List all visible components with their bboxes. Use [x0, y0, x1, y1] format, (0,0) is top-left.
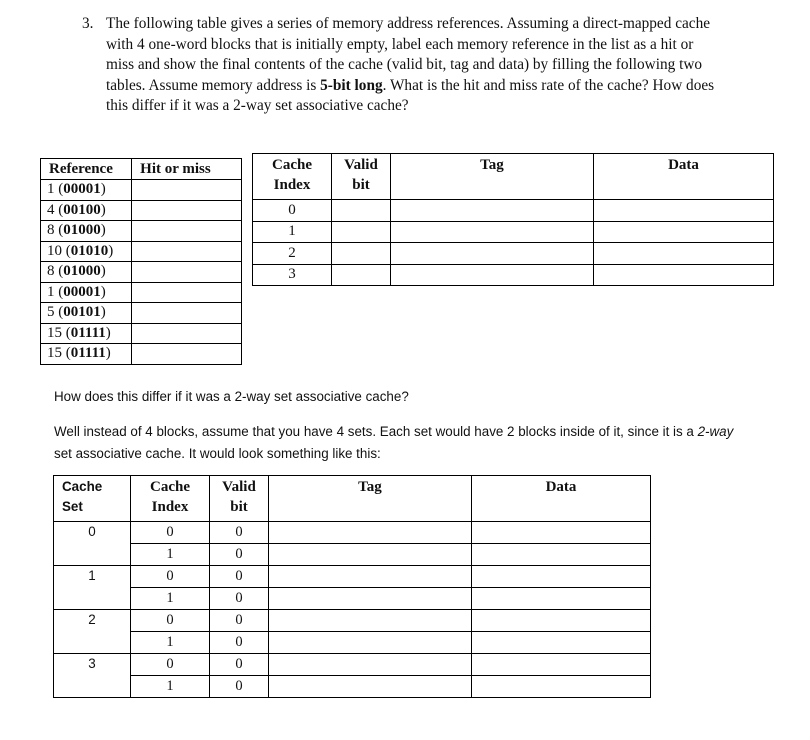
data-cell[interactable] — [594, 264, 774, 286]
valid-bit-cell[interactable] — [332, 200, 391, 222]
set-associative-row — [54, 544, 651, 566]
cache-index-cell: 2 — [253, 243, 332, 265]
reference-decimal: 15 — [47, 324, 62, 341]
followup-question: How does this differ if it was a 2-way set associative cache? — [54, 389, 409, 404]
cache-index-cell: 3 — [253, 264, 332, 286]
sa-tag-cell[interactable] — [269, 588, 472, 610]
sa-tag-cell[interactable] — [269, 654, 472, 676]
reference-table-header — [41, 159, 242, 180]
sa-cache-index-header — [131, 476, 210, 522]
reference-cell: 5 (00101) — [41, 303, 132, 324]
reference-table — [40, 158, 242, 365]
hit-or-miss-header: Hit or miss — [132, 159, 242, 180]
cache-index-header-line2: Index — [273, 177, 311, 193]
valid-bit-header-line1: Valid — [344, 157, 378, 173]
reference-cell: 4 (00100) — [41, 200, 132, 221]
reference-binary: 00001 — [63, 283, 101, 300]
sa-data-cell[interactable] — [472, 676, 651, 698]
question-text-bold: 5-bit long — [320, 76, 383, 94]
set-associative-row — [54, 610, 651, 632]
answer-part1: Well instead of 4 blocks, assume that you have 4 sets. Each set would have 2 blocks inside of it, since it is a — [54, 424, 698, 439]
cache-set-cell: 2 — [54, 610, 131, 654]
cache-index-cell: 1 — [253, 221, 332, 243]
sa-tag-header: Tag — [269, 476, 472, 522]
answer-italic: 2-way — [697, 424, 734, 439]
reference-binary: 01111 — [70, 324, 106, 341]
reference-decimal: 4 — [47, 201, 55, 218]
sa-cache-index-cell: 1 — [131, 632, 210, 654]
sa-data-cell[interactable] — [472, 654, 651, 676]
question-block — [82, 14, 722, 117]
sa-tag-cell[interactable] — [269, 544, 472, 566]
direct-mapped-row — [253, 221, 774, 243]
tag-cell[interactable] — [391, 221, 594, 243]
reference-binary: 00001 — [63, 181, 101, 198]
reference-row — [41, 282, 242, 303]
question-text-part2: . What is the hit and miss rate of the cache? How does this differ if it was a 2-way set associative cache? — [106, 76, 715, 114]
reference-decimal: 8 — [47, 263, 55, 280]
hit-or-miss-cell[interactable] — [132, 323, 242, 344]
tag-cell[interactable] — [391, 264, 594, 286]
sa-cache-index-cell: 1 — [131, 588, 210, 610]
hit-or-miss-cell[interactable] — [132, 303, 242, 324]
reference-decimal: 5 — [47, 304, 55, 321]
reference-decimal: 1 — [47, 181, 55, 198]
direct-mapped-row — [253, 264, 774, 286]
data-cell[interactable] — [594, 221, 774, 243]
sa-tag-cell[interactable] — [269, 610, 472, 632]
hit-or-miss-cell[interactable] — [132, 262, 242, 283]
reference-row — [41, 221, 242, 242]
set-associative-row — [54, 632, 651, 654]
cache-index-cell: 0 — [253, 200, 332, 222]
reference-row — [41, 303, 242, 324]
sa-valid-bit-header — [210, 476, 269, 522]
sa-tag-cell[interactable] — [269, 632, 472, 654]
sa-cache-index-header-line1: Cache — [150, 479, 190, 495]
reference-decimal: 1 — [47, 283, 55, 300]
reference-decimal: 8 — [47, 222, 55, 239]
question-number: 3. — [82, 15, 94, 32]
reference-header: Reference — [41, 159, 132, 180]
reference-cell: 15 (01111) — [41, 344, 132, 365]
valid-bit-cell[interactable] — [332, 243, 391, 265]
set-associative-row — [54, 588, 651, 610]
sa-data-cell[interactable] — [472, 610, 651, 632]
reference-cell: 1 (00001) — [41, 282, 132, 303]
reference-row — [41, 200, 242, 221]
reference-row — [41, 241, 242, 262]
reference-cell: 15 (01111) — [41, 323, 132, 344]
sa-data-header: Data — [472, 476, 651, 522]
valid-bit-header — [332, 154, 391, 200]
direct-mapped-row — [253, 243, 774, 265]
sa-cache-index-cell: 0 — [131, 566, 210, 588]
sa-valid-bit-cell[interactable]: 0 — [210, 632, 269, 654]
sa-cache-index-cell: 0 — [131, 654, 210, 676]
reference-binary: 00101 — [63, 304, 101, 321]
cache-index-header-line1: Cache — [272, 157, 312, 173]
cache-set-cell: 3 — [54, 654, 131, 698]
cache-set-cell: 1 — [54, 566, 131, 610]
hit-or-miss-cell[interactable] — [132, 221, 242, 242]
sa-tag-cell[interactable] — [269, 676, 472, 698]
cache-set-header-line1: Cache — [62, 479, 103, 494]
sa-cache-index-cell: 0 — [131, 610, 210, 632]
set-associative-header-row — [54, 476, 651, 522]
reference-row — [41, 262, 242, 283]
sa-valid-bit-cell[interactable]: 0 — [210, 654, 269, 676]
reference-row — [41, 323, 242, 344]
sa-valid-bit-cell[interactable]: 0 — [210, 544, 269, 566]
sa-tag-cell[interactable] — [269, 566, 472, 588]
cache-index-header — [253, 154, 332, 200]
sa-valid-bit-header-line2: bit — [230, 499, 248, 515]
reference-row — [41, 180, 242, 201]
answer-text — [54, 421, 754, 464]
hit-or-miss-cell[interactable] — [132, 241, 242, 262]
question-text — [106, 14, 722, 117]
sa-cache-index-cell: 1 — [131, 676, 210, 698]
tag-cell[interactable] — [391, 200, 594, 222]
sa-data-cell[interactable] — [472, 588, 651, 610]
reference-binary: 00100 — [63, 201, 101, 218]
direct-mapped-cache-table — [252, 153, 774, 286]
direct-mapped-row — [253, 200, 774, 222]
set-associative-row — [54, 676, 651, 698]
sa-data-cell[interactable] — [472, 566, 651, 588]
reference-cell: 1 (00001) — [41, 180, 132, 201]
sa-valid-bit-cell[interactable]: 0 — [210, 566, 269, 588]
valid-bit-cell[interactable] — [332, 221, 391, 243]
data-cell[interactable] — [594, 243, 774, 265]
sa-cache-index-header-line2: Index — [151, 499, 189, 515]
sa-tag-cell[interactable] — [269, 522, 472, 544]
data-header: Data — [594, 154, 774, 200]
cache-set-header — [54, 476, 131, 522]
reference-binary: 01000 — [63, 222, 101, 239]
sa-cache-index-cell: 0 — [131, 522, 210, 544]
data-cell[interactable] — [594, 200, 774, 222]
cache-set-header-line2: Set — [62, 499, 83, 514]
set-associative-row — [54, 654, 651, 676]
reference-cell: 8 (01000) — [41, 221, 132, 242]
tag-cell[interactable] — [391, 243, 594, 265]
direct-mapped-header-row — [253, 154, 774, 200]
set-associative-row — [54, 522, 651, 544]
reference-cell: 10 (01010) — [41, 241, 132, 262]
sa-valid-bit-cell[interactable]: 0 — [210, 522, 269, 544]
set-associative-row — [54, 566, 651, 588]
valid-bit-header-line2: bit — [352, 177, 370, 193]
hit-or-miss-cell[interactable] — [132, 282, 242, 303]
sa-cache-index-cell: 1 — [131, 544, 210, 566]
sa-valid-bit-cell[interactable]: 0 — [210, 610, 269, 632]
reference-decimal: 10 — [47, 242, 62, 259]
hit-or-miss-cell[interactable] — [132, 344, 242, 365]
valid-bit-cell[interactable] — [332, 264, 391, 286]
cache-set-cell: 0 — [54, 522, 131, 566]
reference-binary: 01111 — [70, 345, 106, 362]
reference-binary: 01000 — [63, 263, 101, 280]
reference-cell: 8 (01000) — [41, 262, 132, 283]
set-associative-cache-table — [53, 475, 651, 698]
sa-data-cell[interactable] — [472, 544, 651, 566]
reference-binary: 01010 — [70, 242, 109, 259]
reference-row — [41, 344, 242, 365]
tag-header: Tag — [391, 154, 594, 200]
sa-valid-bit-cell[interactable]: 0 — [210, 676, 269, 698]
question-text-part1: The following table gives a series of memory address references. Assuming a direct-mapped cache with 4 one-word blocks that is initially empty, label each memory reference in the list as a hit or miss and show the final contents of the cache (valid bit, tag and data) by filling the following two tables. Assume memory address is — [106, 15, 711, 94]
sa-data-cell[interactable] — [472, 632, 651, 654]
sa-data-cell[interactable] — [472, 522, 651, 544]
hit-or-miss-cell[interactable] — [132, 180, 242, 201]
answer-part2: set associative cache. It would look something like this: — [54, 445, 381, 461]
sa-valid-bit-cell[interactable]: 0 — [210, 588, 269, 610]
sa-valid-bit-header-line1: Valid — [222, 479, 256, 495]
hit-or-miss-cell[interactable] — [132, 200, 242, 221]
reference-decimal: 15 — [47, 345, 62, 362]
